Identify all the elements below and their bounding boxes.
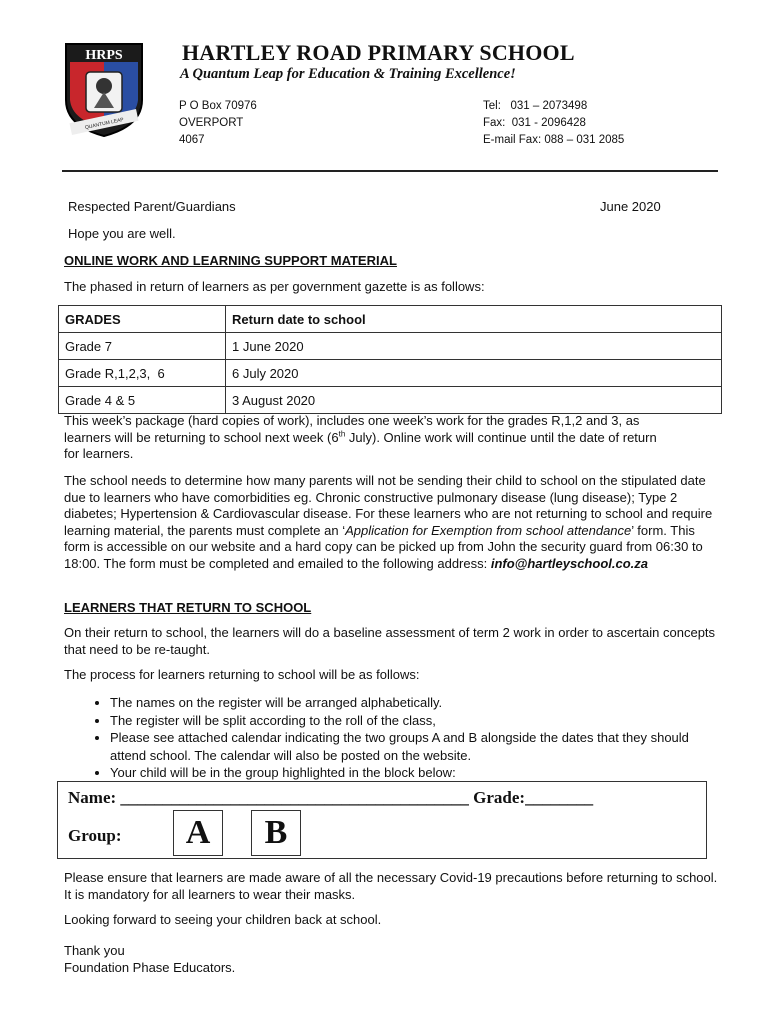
list-item: • The register will be split according to the roll of the class, — [110, 712, 724, 730]
email-address: info@hartleyschool.co.za — [490, 555, 648, 571]
signoff: Foundation Phase Educators. — [64, 959, 236, 975]
school-motto: A Quantum Leap for Education & Training Excellence! — [180, 66, 516, 82]
closing-line: Looking forward to seeing your children back at school. — [64, 912, 382, 927]
intro-text: The phased in return of learners as per government gazette is as follows: — [64, 279, 485, 294]
postal-address — [179, 98, 257, 149]
exemption-text: The school needs to determine how many parents will not be sending their child to school on the stipulated date due to learners who have comorbidities eg. Chronic constructive pulmonary disease (lung disease); Type 2 diabetes; Hypertension & Cardiovascular disease. For these learners who are not returning to school and require learning material, the parents must complete an ‘ — [64, 473, 713, 538]
package-text: learners will be returning to school next week (6 — [64, 429, 339, 445]
table-row — [59, 360, 722, 387]
exemption-text: ’ form. This form is accessible on our website and a hard copy can be picked up from John the security guard from 06:30 to 18:00. The form must be completed and emailed to the following address: — [64, 522, 703, 571]
address-line: 4067 — [179, 134, 205, 146]
list-item: • Your child will be in the group highlighted in the block below: — [110, 764, 724, 782]
table-cell: Grade 7 — [59, 333, 226, 360]
address-line: P O Box 70976 — [179, 100, 257, 112]
process-intro: The process for learners returning to school will be as follows: — [64, 667, 420, 682]
salutation: Respected Parent/Guardians — [68, 199, 236, 214]
greeting: Hope you are well. — [68, 226, 176, 241]
group-a-box: A — [173, 810, 223, 856]
table-cell: Grade 4 & 5 — [59, 387, 226, 414]
letter-date: June 2020 — [600, 199, 661, 214]
section-heading-return: LEARNERS THAT RETURN TO SCHOOL — [64, 600, 312, 615]
school-name: HARTLEY ROAD PRIMARY SCHOOL — [182, 40, 575, 65]
table-cell: Grade R,1,2,3, 6 — [59, 360, 226, 387]
group-label: Group: — [68, 826, 122, 845]
learner-group-box — [57, 781, 707, 859]
table-row — [59, 333, 722, 360]
table-header: Return date to school — [226, 306, 722, 333]
covid-paragraph: Please ensure that learners are made aware of all the necessary Covid-19 precautions before returning to school. It is mandatory for all learners to wear their masks. — [64, 870, 718, 902]
table-row — [59, 387, 722, 414]
fax: Fax: 031 - 2096428 — [483, 117, 586, 129]
group-b-box: B — [251, 810, 301, 856]
school-crest-logo — [64, 42, 144, 138]
superscript: th — [338, 429, 346, 439]
svg-text:QUANTUM LEAP: QUANTUM LEAP — [84, 116, 125, 131]
header-divider — [62, 170, 718, 172]
table-cell: 3 August 2020 — [226, 387, 722, 414]
signature-block — [64, 943, 724, 976]
list-item: • The names on the register will be arranged alphabetically. — [110, 694, 724, 712]
package-text: July). Online work will continue until the date of return — [345, 429, 657, 445]
list-item: • Please see attached calendar indicating the two groups A and B alongside the dates that they should attend school. The calendar will also be posted on the website. — [110, 729, 724, 764]
package-line: for learners. — [64, 446, 134, 461]
process-list — [64, 694, 724, 782]
address-line: OVERPORT — [179, 117, 244, 129]
email-fax: E-mail Fax: 088 – 031 2085 — [483, 134, 625, 146]
contact-details — [483, 98, 624, 149]
package-paragraph — [64, 413, 724, 463]
package-line: This week’s package (hard copies of work), includes one week’s work for the grades R,1,2 and 3, as — [64, 413, 640, 428]
table-header: GRADES — [59, 306, 226, 333]
thanks: Thank you — [64, 943, 125, 958]
exemption-paragraph — [64, 473, 724, 572]
return-dates-table — [58, 305, 722, 414]
telephone: Tel: 031 – 2073498 — [483, 100, 588, 112]
section-heading-online-work: ONLINE WORK AND LEARNING SUPPORT MATERIAL — [64, 253, 397, 268]
table-cell: 6 July 2020 — [226, 360, 722, 387]
baseline-paragraph: On their return to school, the learners will do a baseline assessment of term 2 work in order to ascertain concepts that need to be re-taught. — [64, 625, 716, 657]
table-cell: 1 June 2020 — [226, 333, 722, 360]
package-line — [64, 430, 724, 447]
svg-text:HRPS: HRPS — [85, 48, 123, 63]
table-header-row — [59, 306, 722, 333]
form-title: Application for Exemption from school attendance — [345, 522, 632, 538]
name-grade-line: Name: _________________________________________ Grade:________ — [68, 788, 594, 807]
